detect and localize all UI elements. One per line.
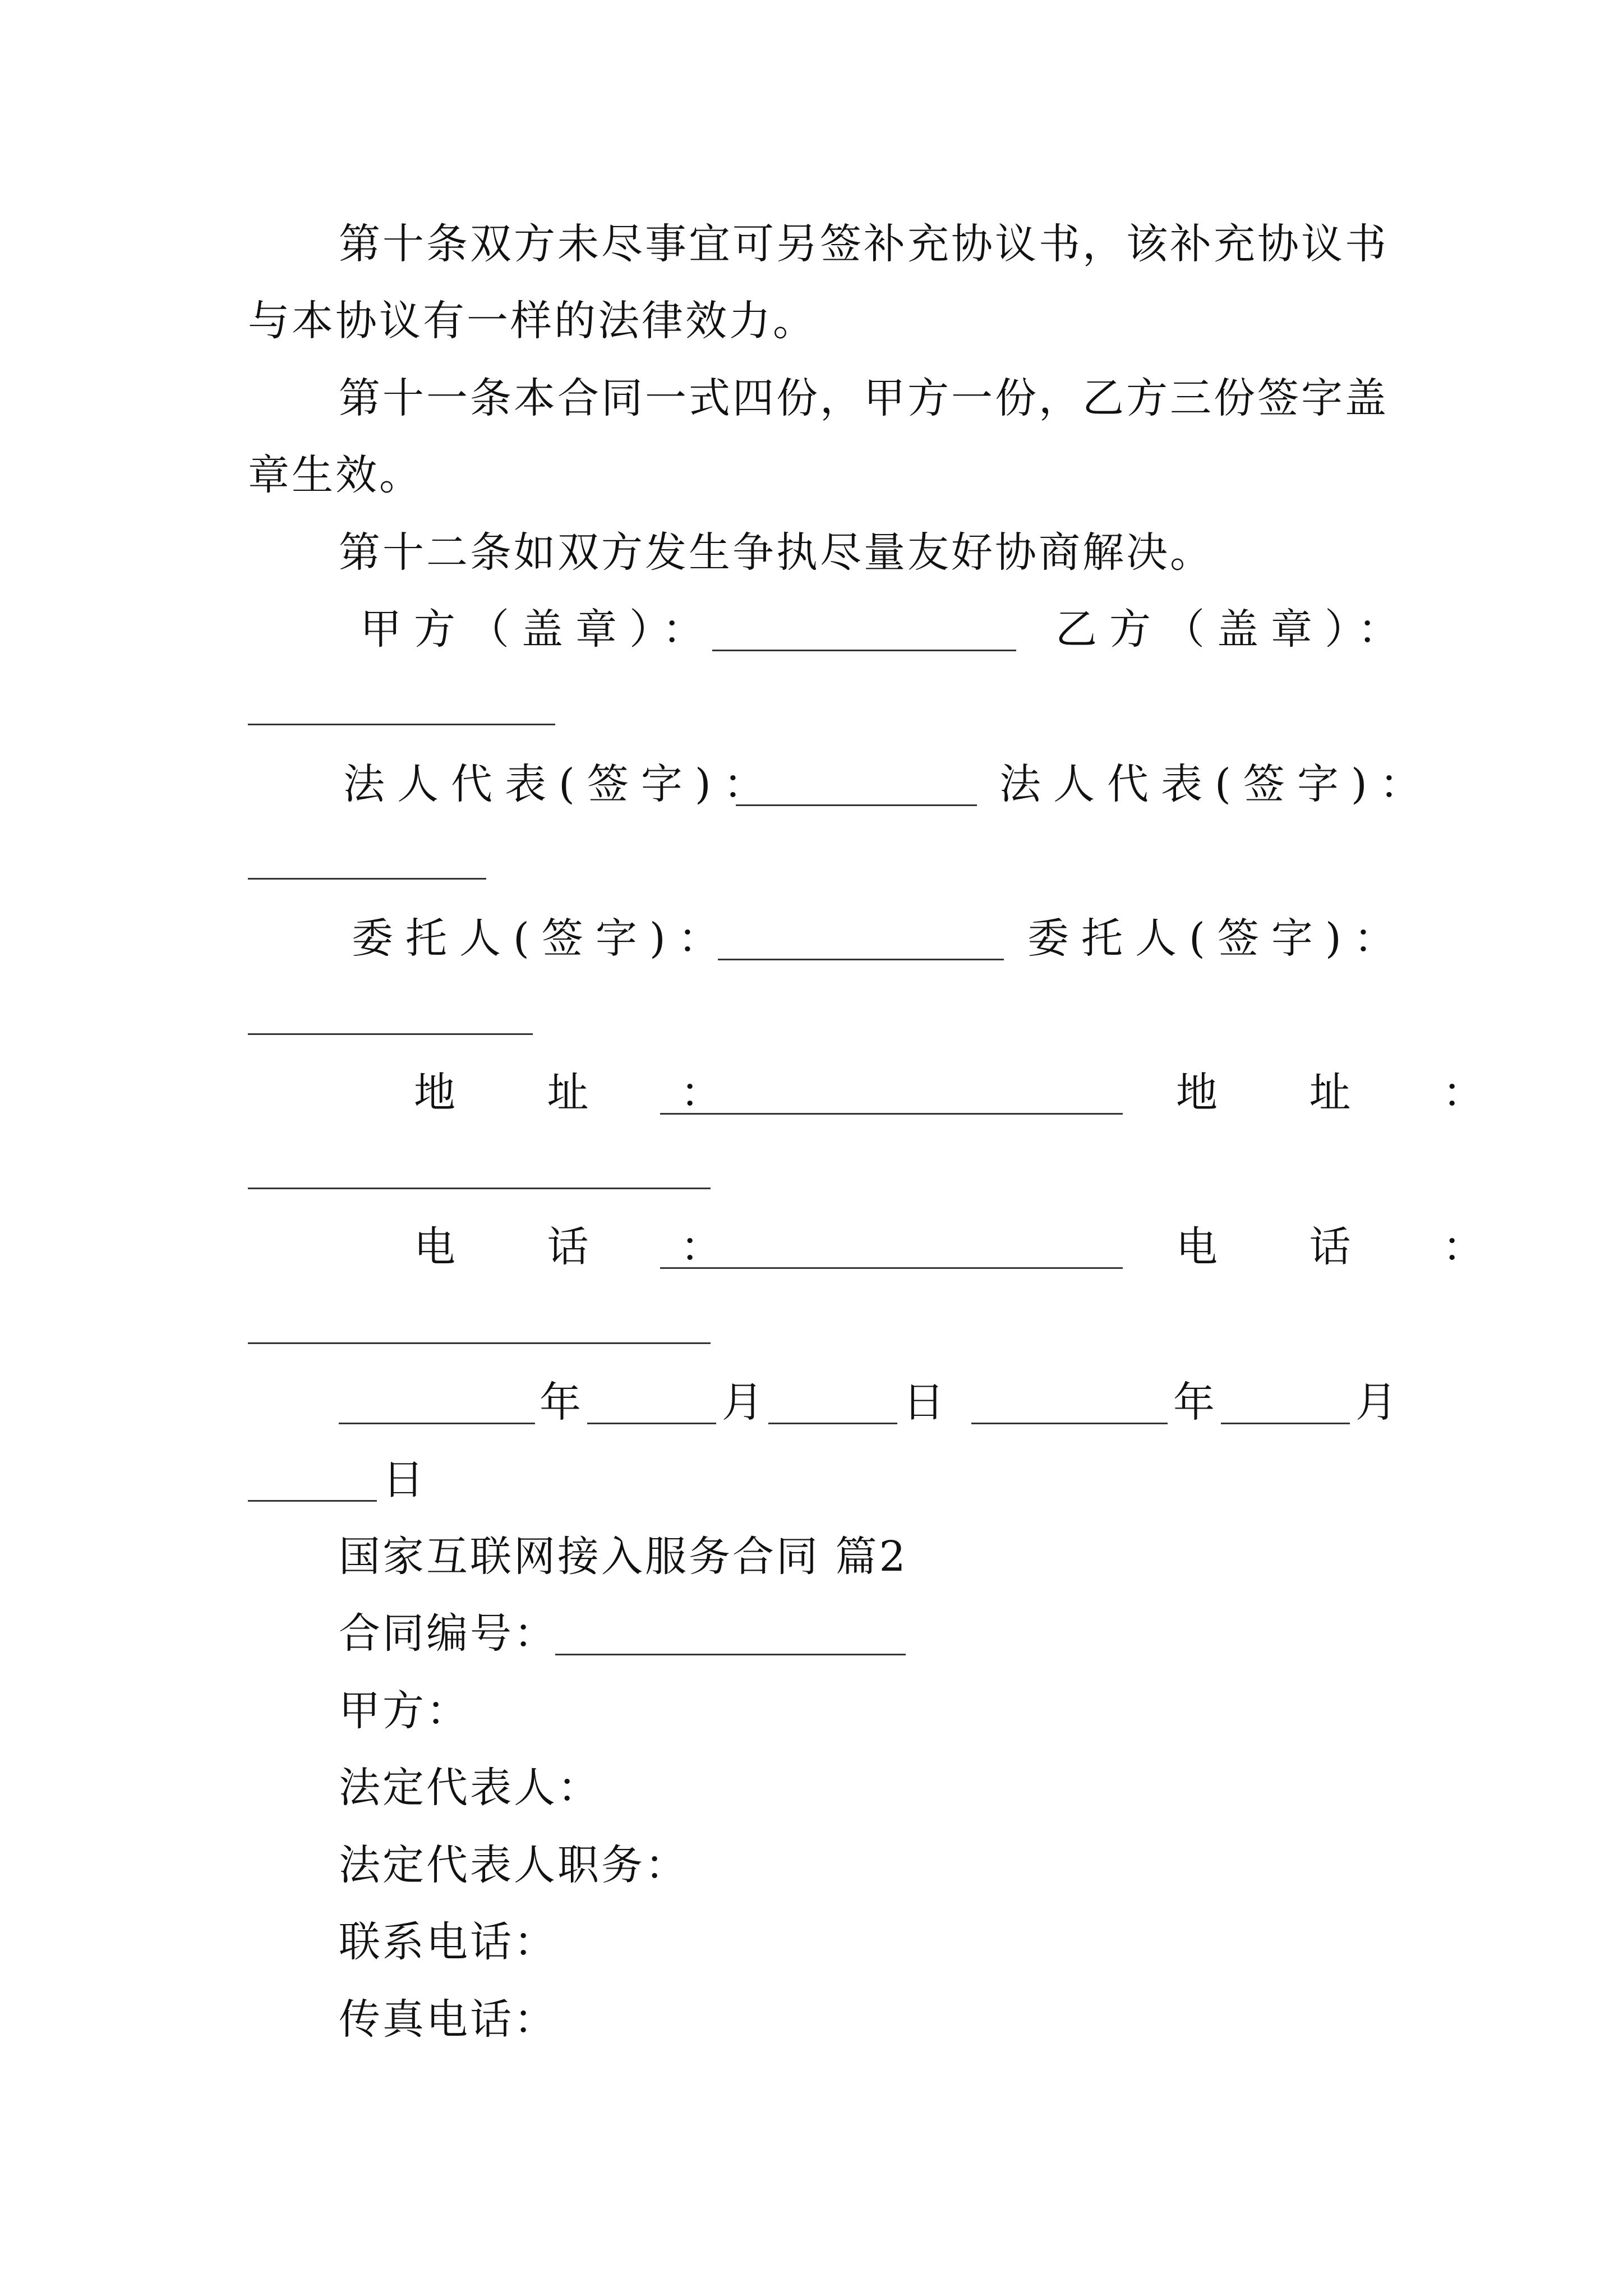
contract-number-blank[interactable] (555, 1654, 906, 1655)
legal-rep-b-blank[interactable] (248, 878, 486, 880)
day-b-blank[interactable] (248, 1500, 377, 1502)
date-row (248, 1374, 1399, 1430)
year-b-blank[interactable] (971, 1423, 1168, 1424)
day-b-label: 日 (382, 1456, 426, 1504)
article-11-line-1: 第十一条本合同一式四份，甲方一份，乙方三份签字盖 (339, 374, 1389, 422)
party-a-field: 甲方： (339, 1687, 470, 1735)
agent-a-label: 委托人(签字)： (352, 914, 732, 963)
address-a-blank[interactable] (660, 1113, 1123, 1115)
address-row (248, 1065, 1524, 1121)
year-a-label: 年 (540, 1378, 583, 1427)
agent-row (248, 910, 1408, 967)
legal-rep-field: 法定代表人： (339, 1764, 601, 1812)
legal-rep-title-field: 法定代表人职务： (339, 1841, 689, 1889)
agent-a-blank[interactable] (718, 959, 1004, 960)
address-b-blank[interactable] (248, 1188, 711, 1189)
day-a-label: 日 (903, 1378, 947, 1427)
address-b-label: 地 址 ： (1176, 1069, 1524, 1117)
month-a-blank[interactable] (587, 1423, 716, 1424)
legal-rep-a-label: 法人代表(签字)： (343, 760, 777, 808)
legal-rep-a-blank[interactable] (736, 804, 977, 806)
contract-number-row (339, 1605, 1386, 1662)
month-b-blank[interactable] (1221, 1423, 1350, 1424)
seal-row (248, 601, 1412, 657)
fax-field: 传真电话： (339, 1995, 557, 2044)
legal-rep-b-label: 法人代表(签字)： (999, 760, 1433, 808)
phone-b-blank[interactable] (248, 1342, 711, 1344)
month-b-label: 月 (1355, 1378, 1399, 1427)
party-b-seal-label: 乙方（盖章）： (1055, 605, 1412, 654)
address-a-label: 地 址 ： (414, 1069, 762, 1117)
party-a-seal-label: 甲方（盖章）： (360, 605, 716, 654)
contract-2-heading: 国家互联网接入服务合同 篇2 (339, 1533, 908, 1581)
phone-a-label: 电 话 ： (414, 1223, 762, 1271)
month-a-label: 月 (722, 1378, 766, 1427)
party-b-seal-blank[interactable] (248, 724, 555, 725)
article-10-line-2: 与本协议有一样的法律效力。 (248, 297, 817, 345)
agent-b-label: 委托人(签字)： (1027, 914, 1408, 963)
contract-number-label: 合同编号： (339, 1609, 557, 1658)
article-11-line-2: 章生效。 (248, 451, 423, 499)
legal-rep-row (248, 756, 1433, 812)
phone-a-blank[interactable] (660, 1267, 1123, 1269)
party-a-seal-blank[interactable] (712, 650, 1016, 651)
article-12: 第十二条如双方发生争执尽量友好协商解决。 (339, 528, 1214, 577)
phone-row (248, 1219, 1524, 1275)
agent-b-blank[interactable] (248, 1033, 533, 1035)
article-10-line-1: 第十条双方未尽事宜可另签补充协议书，该补充协议书 (339, 220, 1389, 268)
date-row-2 (248, 1452, 1386, 1508)
year-b-label: 年 (1173, 1378, 1217, 1427)
phone-b-label: 电 话 ： (1176, 1223, 1524, 1271)
contact-phone-field: 联系电话： (339, 1918, 557, 1966)
day-a-blank[interactable] (768, 1423, 897, 1424)
year-a-blank[interactable] (339, 1423, 535, 1424)
